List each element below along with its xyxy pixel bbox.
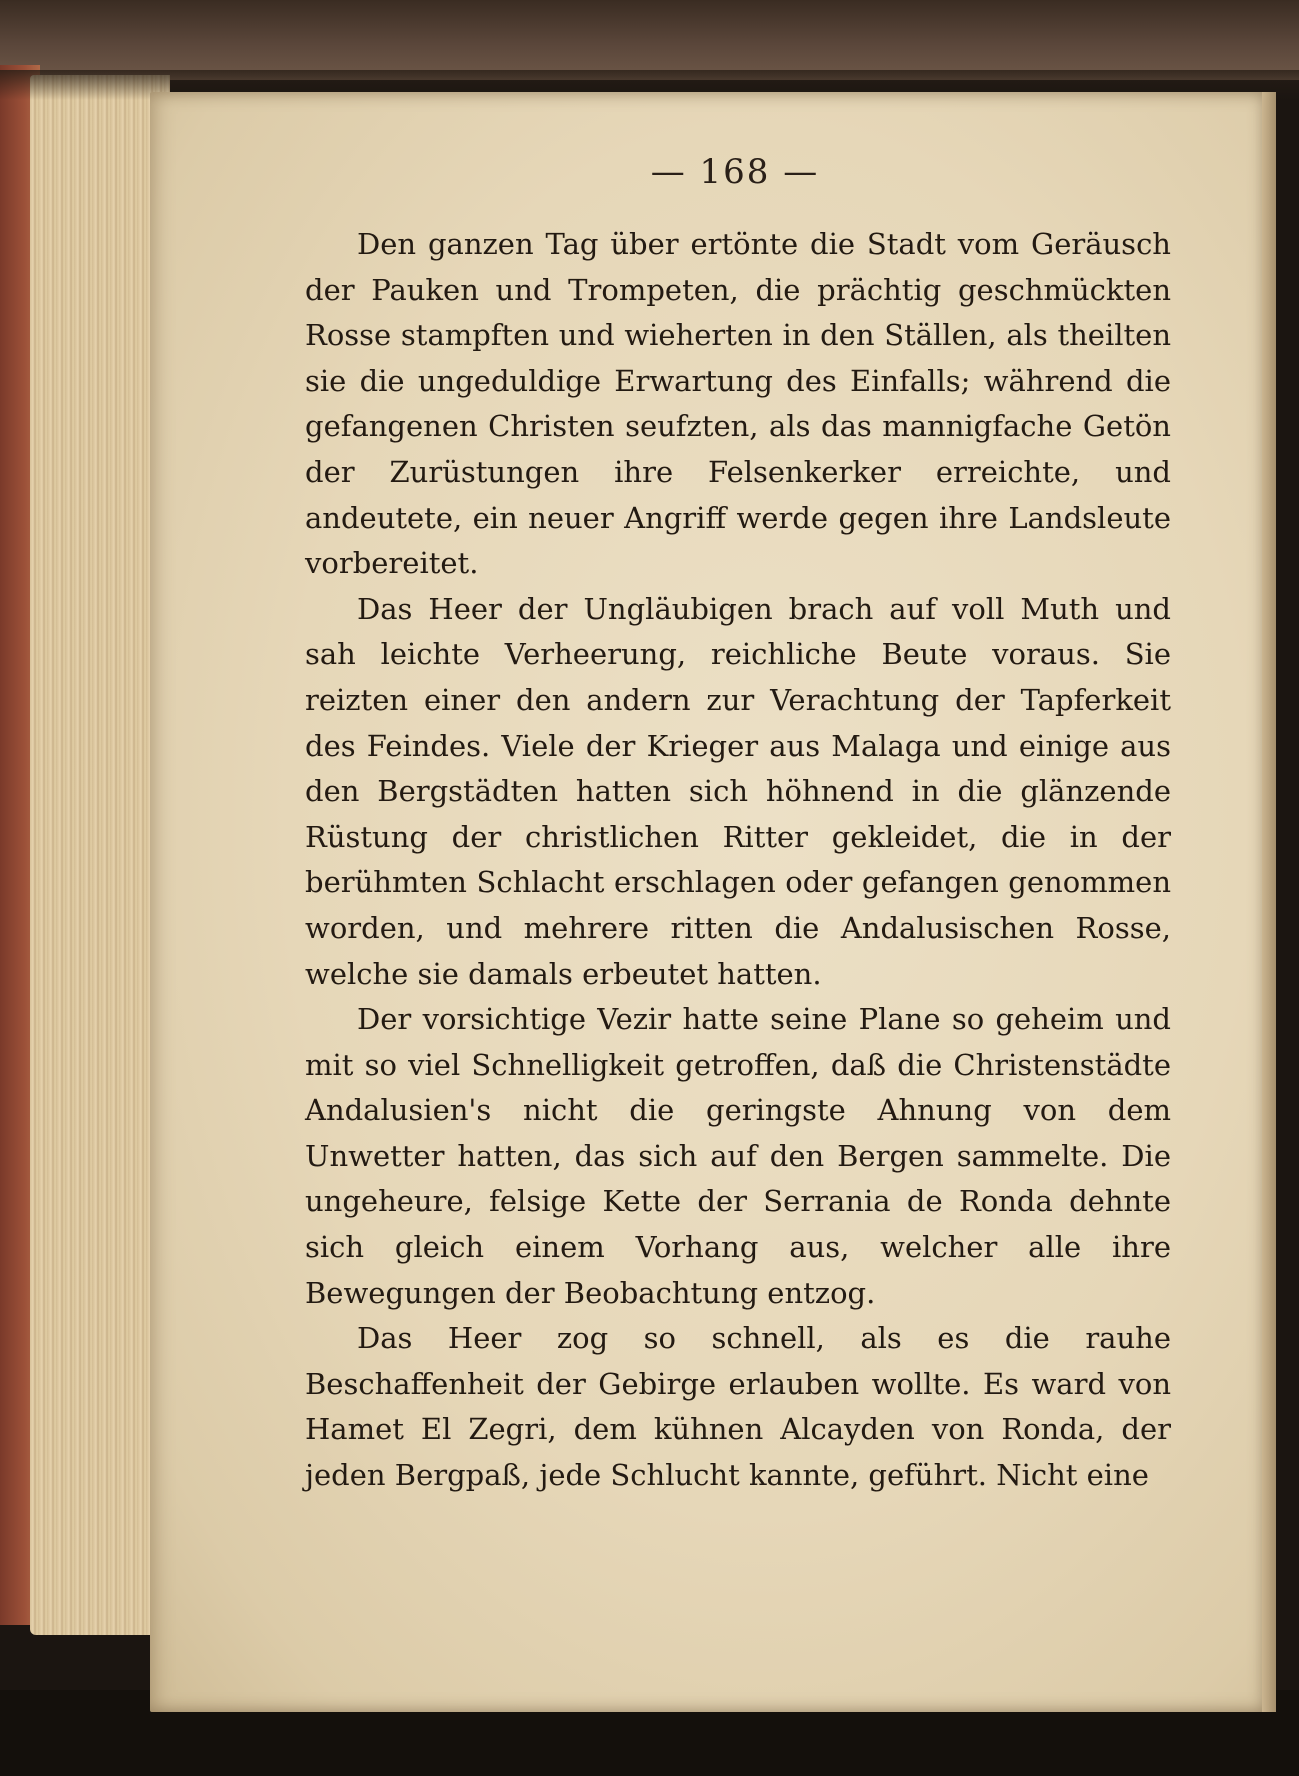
paragraph: Der vorsichtige Vezir hatte seine Plane so geheim und mit so viel Schnelligkeit getroffen, daß die Christenstädte Andalusien's nicht die geringste Ahnung von dem Unwetter hatten, das sich auf den Bergen sammelte. Die ungeheure, felsige Kette der Serrania de Ronda dehnte sich gleich einem Vorhang aus, welcher alle ihre Bewegungen der Beobachtung entzog.	[305, 1002, 1171, 1310]
paragraph: Das Heer der Ungläubigen brach auf voll Muth und sah leichte Verheerung, reichliche Beute voraus. Sie reizten einer den andern zur Verachtung der Tapferkeit des Feindes. Viele der Krieger aus Malaga und einige aus den Bergstädten hatten sich höhnend in die glänzende Rüstung der christlichen Ritter gekleidet, die in der berühmten Schlacht erschlagen oder gefangen genommen worden, und mehrere ritten die Andalusischen Rosse, welche sie damals erbeutet hatten.	[305, 591, 1171, 991]
page-stack-edges	[30, 75, 170, 1635]
book-cover-top	[0, 0, 1299, 80]
page-right-edge	[1262, 92, 1276, 1712]
paragraph: Das Heer zog so schnell, als es die rauhe Beschaffenheit der Gebirge erlauben wollte. Es ward von Hamet El Zegri, dem kühnen Alcayden von Ronda, der jeden Bergpaß, jede Schlucht kannte, geführt. Nicht eine	[305, 1321, 1171, 1493]
paragraph: Den ganzen Tag über ertönte die Stadt vom Geräusch der Pauken und Trompeten, die prächtig geschmückten Rosse stampften und wieherten in den Ställen, als theilten sie die ungeduldige Erwartung des Einfalls; während die gefangenen Christen seufzten, als das mannigfache Getön der Zurüstungen ihre Felsenkerker erreichte, und andeutete, ein neuer Angriff werde gegen ihre Landsleute vorbereitet.	[305, 227, 1171, 581]
page-body	[305, 222, 1171, 1499]
page-number: — 168 —	[650, 152, 820, 192]
